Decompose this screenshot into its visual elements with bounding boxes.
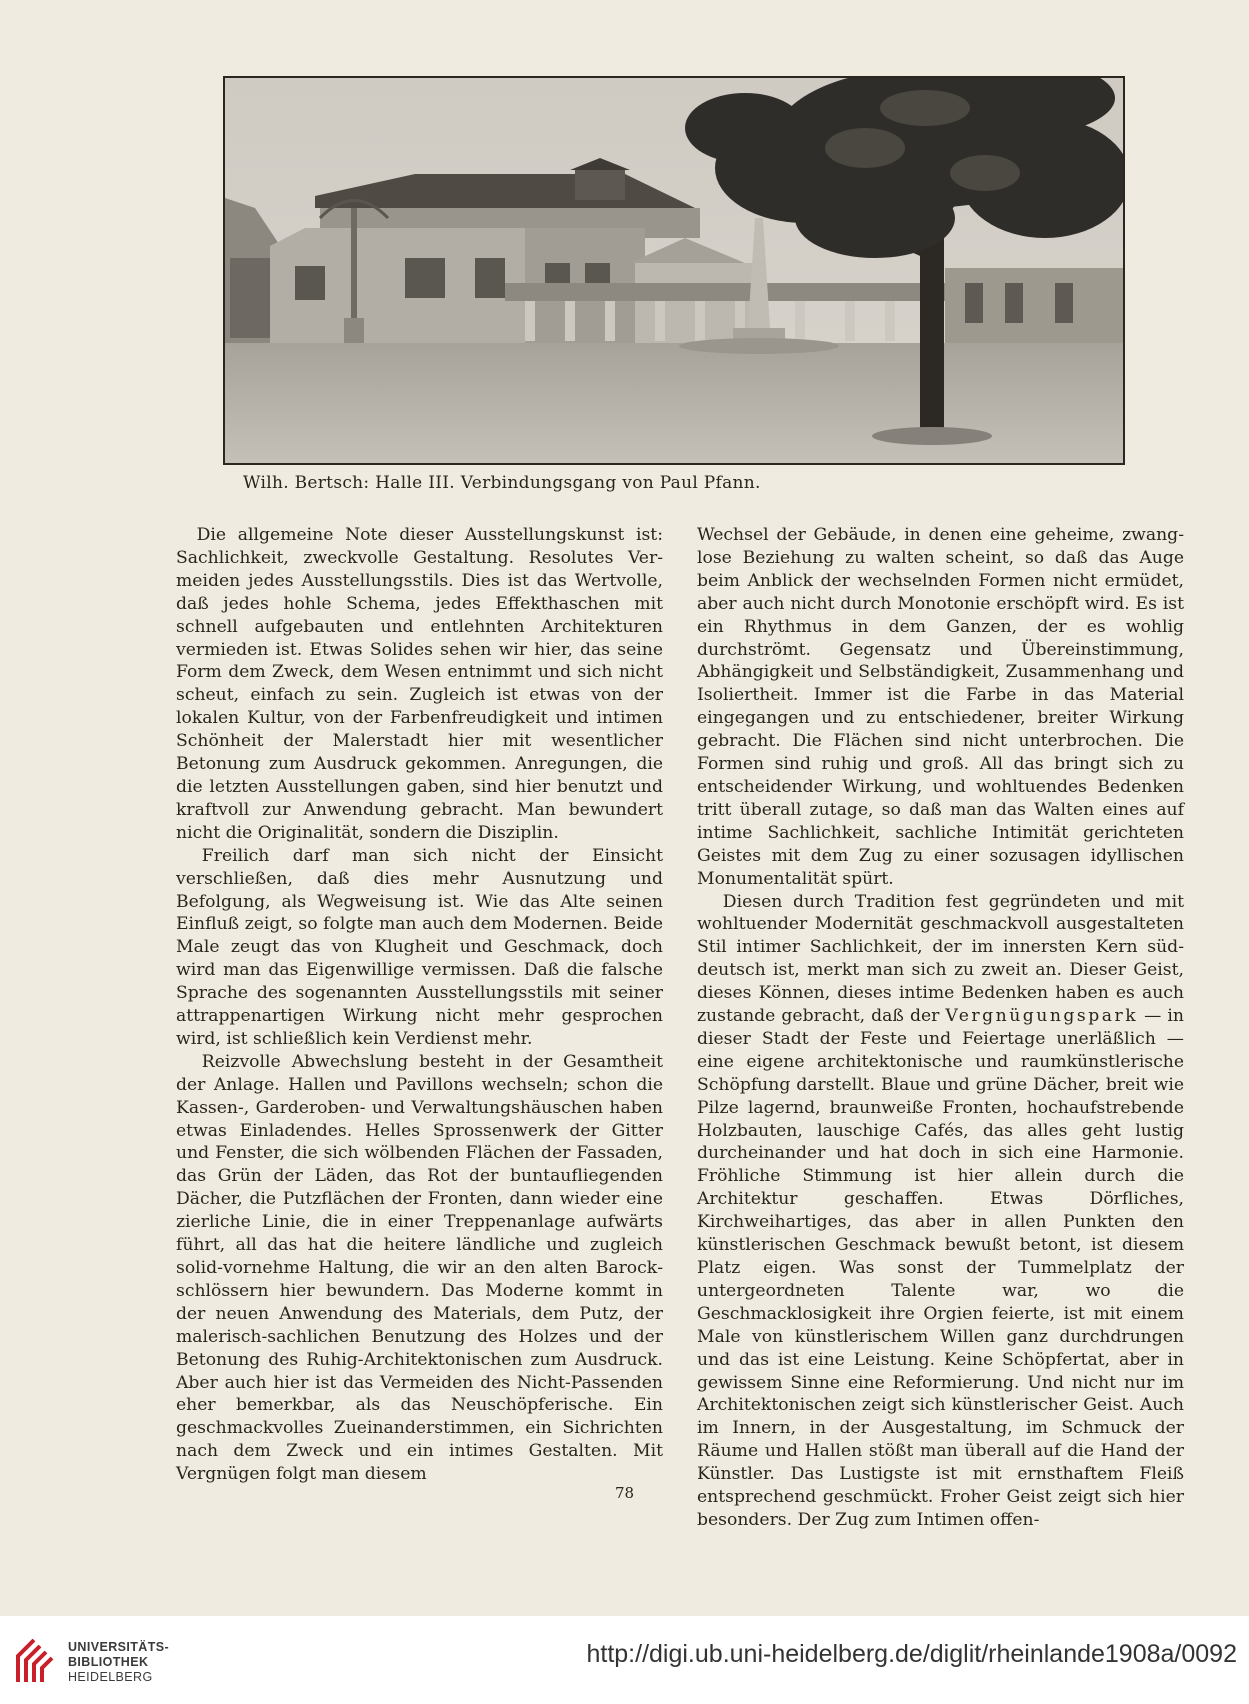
exhibition-hall-photograph: [223, 76, 1125, 465]
paragraph: [697, 891, 1184, 1532]
library-name: [68, 1640, 169, 1685]
library-name-line: UNIVERSITÄTS-: [68, 1640, 170, 1654]
source-url-link[interactable]: http://digi.ub.uni-heidelberg.de/diglit/rheinlande1908a/0092: [586, 1640, 1237, 1668]
library-name-line: HEIDELBERG: [68, 1670, 153, 1684]
left-text-column: [176, 524, 663, 1486]
paragraph: Reizvolle Abwechslung besteht in der Gesamtheit der Anlage. Hallen und Pavillons wechseln; schon die Kassen-, Garderoben- und Verwaltungshäuschen haben etwas Einladendes. Helles Sprossenwerk der Gitter und Fenster, die sich wölbenden Flächen der Fassaden, das Grün der Läden, das Rot der buntaufliegenden Dächer, die Putzflächen der Fronten, dann wieder eine zierliche Linie, die in einer Treppenanlage aufwärts führt, all das hat die heitere ländliche und zugleich solid-vornehme Haltung, die wir an den alten Barockschlössern hier bewundern. Das Moderne kommt in der neuen Anwendung des Materials, dem Putz, der malerisch-sachlichen Benutzung des Holzes und der Betonung des Ruhig-Architektonischen zum Ausdruck. Aber auch hier ist das Vermeiden des Nicht-Passenden eher bemerkbar, als das Neuschöpferische. Ein geschmackvolles Zueinanderstimmen, ein Sichrichten nach dem Zweck und ein intimes Gestalten. Mit Vergnügen folgt man diesem: [176, 1051, 663, 1485]
emphasized-term: Vergnügungspark: [945, 1006, 1139, 1027]
library-logo-icon: [14, 1634, 58, 1686]
paragraph: Die allgemeine Note dieser Ausstellungskunst ist: Sachlichkeit, zweckvolle Gestaltung. Resolutes Vermeiden jedes Ausstellungsstils. Dies ist das Wertvolle, daß jedes hohle Schema, jedes Effekthaschen mit schnell aufgebauten und entlehnten Architekturen vermieden ist. Etwas Solides sehen wir hier, das seine Form dem Zweck, dem Wesen entnimmt und sich nicht scheut, einfach zu sein. Zugleich ist etwas von der lokalen Kultur, von der Farbenfreudigkeit und intimen Schönheit der Malerstadt hier mit wesentlicher Betonung zum Ausdruck gekommen. Anregungen, die die letzten Ausstellungen gaben, sind hier benutzt und kraftvoll zur Anwendung gebracht. Man bewundert nicht die Originalität, sondern die Disziplin.: [176, 525, 663, 843]
paragraph-text: — in dieser Stadt der Feste und Feiertage unerläßlich — eine eigene architektonische und raumkünstlerische Schöpfung darstellt. Blaue und grüne Dächer, breit wie Pilze lagernd, braunweiße Fronten, hochaufstrebende Holzbauten, lauschige Cafés, das alles geht lustig durcheinander und hat doch in sich eine Harmonie. Fröhliche Stimmung ist hier allein durch die Architektur geschaffen. Etwas Dörfliches, Kirchweihartiges, das aber in allen Punkten den künstlerischen Geschmack bewußt betont, ist diesem Platz eigen. Was sonst der Tummelplatz der untergeordneten Talente war, wo die Geschmacklosigkeit ihre Orgien feierte, ist mit einem Male von künstlerischem Willen ganz durchdrungen und das ist eine Leistung. Keine Schöpfertat, aber in gewissem Sinne eine Reformierung. Und nicht nur im Architektonischen zeigt sich künstlerischer Geist. Auch im Innern, in der Ausgestaltung, im Schmuck der Räume und Hallen stößt man überall auf die Hand der Künstler. Das Lustigste ist mit ernsthaftem Fleiß entsprechend geschmückt. Froher Geist zeigt sich hier besonders. Der Zug zum Intimen offen-: [697, 1006, 1184, 1530]
photo-caption: Wilh. Bertsch: Halle III. Verbindungsgang von Paul Pfann.: [243, 473, 761, 493]
page-number: 78: [614, 1484, 635, 1502]
library-name-line: BIBLIOTHEK: [68, 1655, 149, 1669]
paragraph: Freilich darf man sich nicht der Einsicht verschließen, daß dies mehr Ausnutzung und Befolgung, als Wegweisung ist. Wie das Alte seinen Einfluß zeigt, so folgte man auch dem Modernen. Beide Male zeugt das von Klugheit und Geschmack, doch wird man das Eigenwillige vermissen. Daß die falsche Sprache des sogenannten Ausstellungsstils mit seiner attrappenartigen Wirkung nicht mehr gesprochen wird, ist schließlich kein Verdienst mehr.: [176, 845, 663, 1049]
paragraph-text: Diesen durch Tradition fest gegründeten und mit wohltuender Modernität geschmackvoll ausgestalteten Stil intimer Sachlichkeit, der im innersten Kern süddeutsch ist, merkt man sich zu zweit an. Dieser Geist, dieses Können, dieses intime Bedenken haben es auch zustande gebracht, daß der: [697, 891, 1184, 1027]
paragraph: Wechsel der Gebäude, in denen eine geheime, zwanglose Beziehung zu walten scheint, so daß das Auge beim Anblick der wechselnden Formen nicht ermüdet, aber auch nicht durch Monotonie erschöpft wird. Es ist ein Rhythmus in dem Ganzen, der es wohlig durchströmt. Gegensatz und Übereinstimmung, Abhängigkeit und Selbständigkeit, Zusammenhang und Isoliertheit. Immer ist die Farbe in das Material eingegangen und zu entschiedener, breiter Wirkung gebracht. Die Flächen sind nicht unterbrochen. Die Formen sind ruhig und groß. All das bringt sich zu entscheidender Wirkung, und wohltuendes Bedenken tritt überall zutage, so daß man das Walten eines auf intime Sachlichkeit, sachliche Intimität gerichteten Geistes mit dem Zug zu einer sozusagen idyllischen Monumentalität spürt.: [697, 525, 1184, 889]
library-footer-bar: [0, 1616, 1249, 1704]
right-text-column: [697, 524, 1184, 1532]
